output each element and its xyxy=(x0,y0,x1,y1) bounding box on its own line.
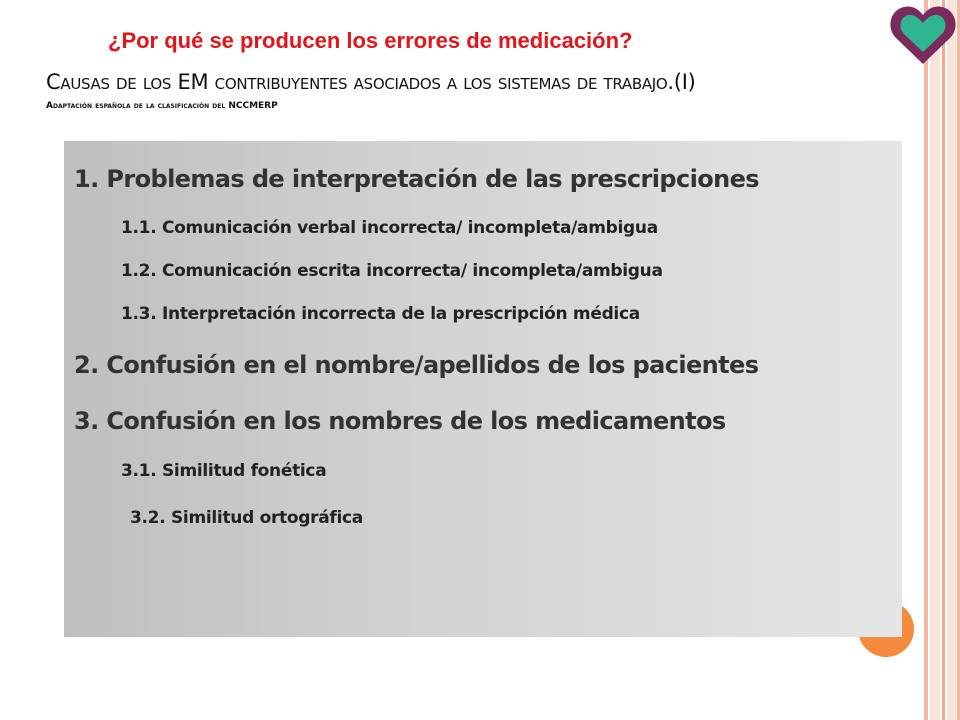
slide-subtitle: Causas de los EM contribuyentes asociados a los sistemas de trabajo.(I) xyxy=(46,70,696,94)
list-item-3-2: 3.2. Similitud ortográfica xyxy=(130,508,363,528)
list-item-2: 2. Confusión en el nombre/apellidos de los pacientes xyxy=(74,351,759,379)
list-item-1-2: 1.2. Comunicación escrita incorrecta/ incompleta/ambigua xyxy=(121,261,663,281)
content-panel xyxy=(64,141,902,637)
right-stripe-decoration xyxy=(920,0,960,720)
list-item-1: 1. Problemas de interpretación de las prescripciones xyxy=(74,165,759,193)
list-item-1-3: 1.3. Interpretación incorrecta de la prescripción médica xyxy=(121,304,640,324)
list-item-3: 3. Confusión en los nombres de los medicamentos xyxy=(74,407,726,435)
list-item-1-1: 1.1. Comunicación verbal incorrecta/ incompleta/ambigua xyxy=(121,218,658,238)
list-item-3-1: 3.1. Similitud fonética xyxy=(121,461,327,481)
slide-source-note: Adaptación española de la clasificación del NCCMERP xyxy=(46,101,278,111)
heart-logo-icon xyxy=(888,2,958,68)
slide-title: ¿Por qué se producen los errores de medicación? xyxy=(108,28,633,53)
